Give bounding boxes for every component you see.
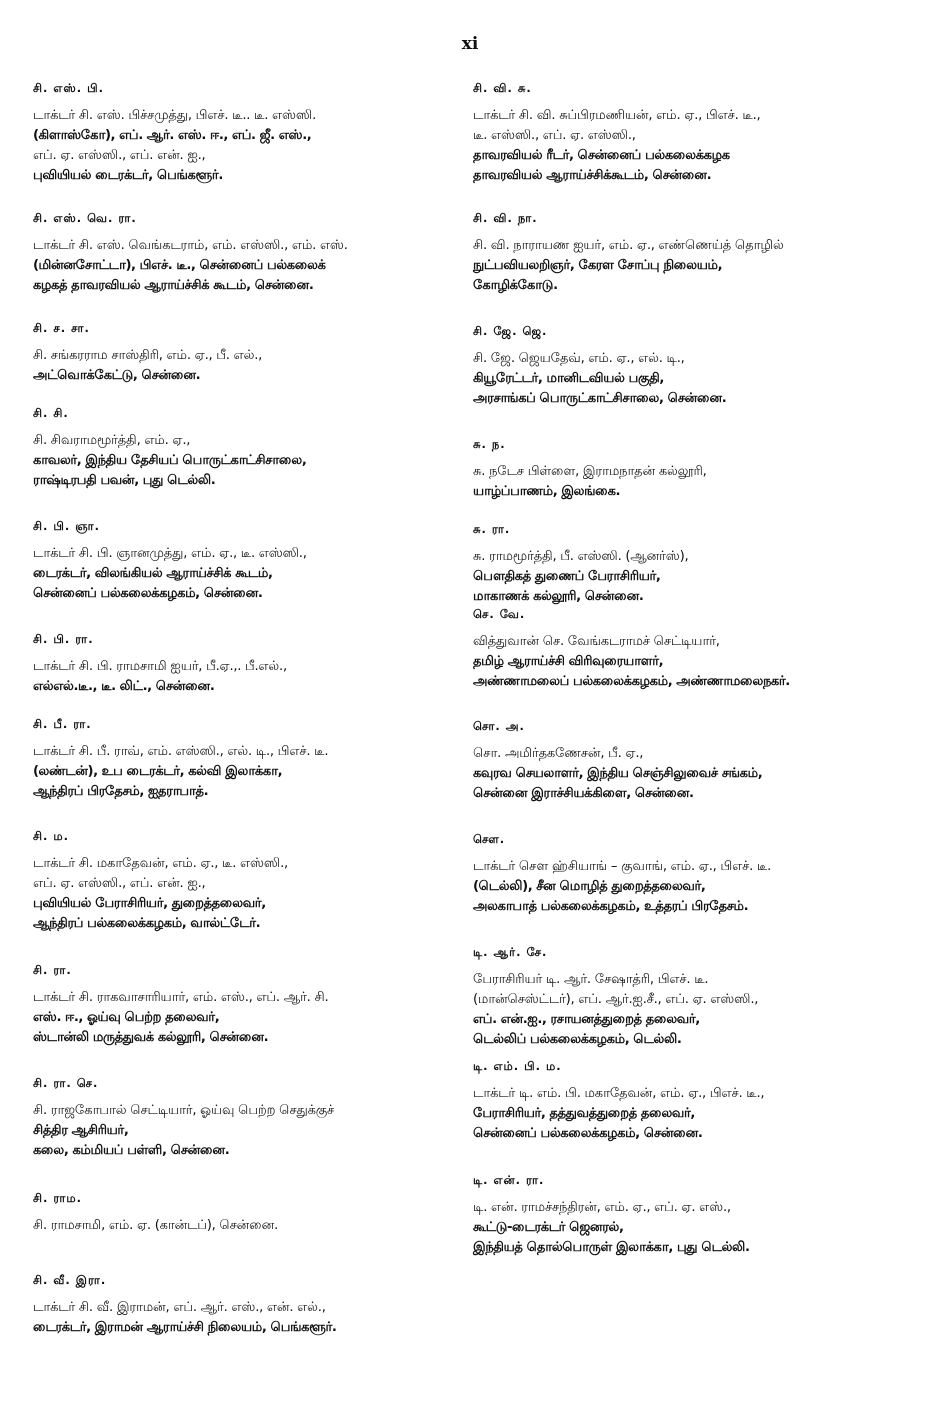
contributor-entry [33, 1075, 334, 1161]
contributor-detail-line: மாகாணக் கல்லூரி, சென்னை. [473, 589, 644, 604]
contributor-entry [33, 631, 287, 697]
contributor-entry [473, 718, 762, 804]
contributor-detail-line: (லண்டன்), உப டைரக்டர், கல்வி இலாக்கா, [33, 764, 283, 779]
contributor-abbreviation: சி. வி. சு. [473, 81, 532, 95]
contributor-detail-line: காவலர், இந்திய தேசியப் பொருட்காட்சிசாலை, [33, 453, 307, 468]
contributor-name-line: டாக்டர் டி. எம். பி. மகாதேவன், எம். ஏ., பிஎச். டீ., [473, 1086, 765, 1101]
contributor-detail-line: பேராசிரியர், தத்துவத்துறைத் தலைவர், [473, 1106, 695, 1121]
contributor-entry [473, 210, 784, 296]
contributor-detail-line: எல்எல்.டீ., டீ. லிட்., சென்னை. [33, 679, 215, 694]
contributor-detail-line: டைரக்டர், இராமன் ஆராய்ச்சி நிலையம், பெங்களூர். [33, 1320, 337, 1335]
contributor-name-line: வித்துவான் செ. வேங்கடராமச் செட்டியார், [473, 634, 720, 649]
contributor-abbreviation: சி. ஜே. ஜெ. [473, 324, 548, 338]
contributor-detail-line: எப். என்.ஐ., ரசாயனத்துறைத் தலைவர், [473, 1012, 700, 1027]
contributor-name-line: டாக்டர் சி. வி. சுப்பிரமணியன், எம். ஏ., பிஎச். டீ., [473, 108, 761, 123]
contributor-entry [473, 944, 758, 1050]
contributor-detail-line: பௌதிகத் துணைப் பேராசிரியர், [473, 569, 661, 584]
contributor-detail-line: கூட்டு-டைரக்டர் ஜெனரல், [473, 1220, 624, 1235]
contributor-name-line: டி. என். ராமச்சந்திரன், எம். ஏ., எப். ஏ. எஸ்., [473, 1200, 731, 1215]
contributor-name-line: சி. வி. நாராயண ஐயர், எம். ஏ., எண்ணெய்த் தொழில் [473, 238, 784, 253]
contributor-entry [33, 210, 348, 296]
contributor-detail-line: அண்ணாமலைப் பல்கலைக்கழகம், அண்ணாமலைநகர். [473, 674, 790, 689]
contributor-name-line: சி. ராமசாமி, எம். ஏ. (கான்டப்), சென்னை. [33, 1218, 279, 1233]
contributor-abbreviation: சி. வி. நா. [473, 211, 538, 225]
contributor-abbreviation: சி. ராம. [33, 1191, 82, 1205]
contributor-detail-line: எப். ஏ. எஸ்ஸி., எப். என். ஐ., [33, 876, 206, 891]
contributor-name-line: சி. சிவராமமூர்த்தி, எம். ஏ., [33, 433, 191, 448]
contributor-entry [33, 320, 262, 386]
contributor-abbreviation: சி. எஸ். வெ. ரா. [33, 211, 137, 225]
contributor-detail-line: எப். ஏ. எஸ்ஸி., எப். என். ஐ., [33, 148, 206, 163]
contributor-detail-line: தாவரவியல் ரீடர், சென்னைப் பல்கலைக்கழக [473, 148, 730, 163]
contributor-entry [33, 405, 306, 491]
contributor-detail-line: புவியியல் பேராசிரியர், துறைத்தலைவர், [33, 896, 266, 911]
contributor-name-line: டாக்டர் சௌ ஹ்சியாங் – குவாங், எம். ஏ., பிஎச். டீ. [473, 859, 771, 874]
contributor-detail-line: புவியியல் டைரக்டர், பெங்களூர். [33, 168, 223, 183]
contributor-detail-line: கோழிக்கோடு. [473, 278, 558, 293]
contributor-entry [33, 518, 307, 604]
contributor-entry [33, 716, 328, 802]
contributor-abbreviation: டி. என். ரா. [473, 1173, 545, 1187]
contributor-name-line: சி. ராஜகோபால் செட்டியார், ஓய்வு பெற்ற செதுக்குச் [33, 1103, 335, 1118]
contributor-name-line: சி. ஜே. ஜெயதேவ், எம். ஏ., எல். டி., [473, 351, 685, 366]
contributor-detail-line: கவுரவ செயலாளர், இந்திய செஞ்சிலுவைச் சங்கம், [473, 766, 763, 781]
contributor-detail-line: எஸ். ஈ., ஓய்வு பெற்ற தலைவர், [33, 1010, 220, 1025]
contributor-entry [33, 1190, 278, 1236]
contributor-detail-line: யாழ்ப்பாணம், இலங்கை. [473, 484, 621, 499]
contributor-detail-line: கழகத் தாவரவியல் ஆராய்ச்சிக் கூடம், சென்னை. [33, 278, 314, 293]
contributor-detail-line: டெல்லிப் பல்கலைக்கழகம், டெல்லி. [473, 1032, 682, 1047]
contributor-name-line: டாக்டர் சி. பீ. ராவ், எம். எஸ்ஸி., எல். டி., பிஎச். டீ. [33, 744, 329, 759]
contributor-detail-line: அலகாபாத் பல்கலைக்கழகம், உத்தரப் பிரதேசம். [473, 899, 749, 914]
contributor-detail-line: ஆந்திரப் பல்கலைக்கழகம், வால்ட்டேர். [33, 916, 261, 931]
contributor-detail-line: (கிளாஸ்கோ), எப். ஆர். எஸ். ஈ., எப். ஜீ. எஸ்., [33, 128, 312, 143]
contributor-entry [473, 831, 771, 917]
contributor-abbreviation: சி. வீ. இரா. [33, 1273, 107, 1287]
contributor-detail-line: சென்னைப் பல்கலைக்கழகம், சென்னை. [473, 1126, 703, 1141]
contributor-name-line: டாக்டர் சி. மகாதேவன், எம். ஏ., டீ. எஸ்ஸி., [33, 856, 288, 871]
contributor-abbreviation: டி. ஆர். சே. [473, 945, 548, 959]
contributor-name-line: டாக்டர் சி. ராகவாசாரியார், எம். எஸ்., எப். ஆர். சி. [33, 990, 329, 1005]
contributor-abbreviation: சு. ரா. [473, 522, 511, 536]
contributor-entry [473, 436, 707, 502]
contributor-detail-line: இந்தியத் தொல்பொருள் இலாக்கா, புது டெல்லி. [473, 1240, 750, 1255]
contributor-name-line: சு. ராமமூர்த்தி, பீ. எஸ்ஸி. (ஆனர்ஸ்), [473, 549, 689, 564]
contributor-entry [473, 1172, 749, 1258]
contributor-detail-line: ஆந்திரப் பிரதேசம், ஐதராபாத். [33, 784, 209, 799]
contributor-detail-line: டைரக்டர், விலங்கியல் ஆராய்ச்சிக் கூடம், [33, 566, 273, 581]
contributor-detail-line: டீ. எஸ்ஸி., எப். ஏ. எஸ்ஸி., [473, 128, 636, 143]
contributor-detail-line: அரசாங்கப் பொருட்காட்சிசாலை, சென்னை. [473, 391, 727, 406]
contributor-name-line: டாக்டர் சி. பி. ராமசாமி ஐயர், பீ.ஏ.,. பீ.எல்., [33, 659, 287, 674]
contributor-name-line: சு. நடேச பிள்ளை, இராமநாதன் கல்லூரி, [473, 464, 707, 479]
contributor-name-line: டாக்டர் சி. வீ. இராமன், எப். ஆர். எஸ்., என். எல்., [33, 1300, 326, 1315]
contributor-abbreviation: சி. பீ. ரா. [33, 717, 92, 731]
contributor-name-line: டாக்டர் சி. எஸ். பிச்சமுத்து, பிஎச். டீ.. டீ. எஸ்ஸி. [33, 108, 316, 123]
contributor-entry [473, 606, 790, 692]
contributor-detail-line: (மான்செஸ்ட்டர்), எப். ஆர்.ஐ.சீ., எப். ஏ. எஸ்ஸி., [473, 992, 759, 1007]
contributor-abbreviation: சி. ரா. [33, 963, 72, 977]
contributor-name-line: டாக்டர் சி. பி. ஞானமுத்து, எம். ஏ., டீ. எஸ்ஸி., [33, 546, 307, 561]
contributor-abbreviation: சி. சி. [33, 406, 69, 420]
contributor-detail-line: நுட்பவியலறிஞர், கேரள சோப்பு நிலையம், [473, 258, 723, 273]
contributor-detail-line: சென்னை இராச்சியக்கிளை, சென்னை. [473, 786, 694, 801]
contributor-entry [33, 828, 288, 934]
contributor-detail-line: சென்னைப் பல்கலைக்கழகம், சென்னை. [33, 586, 263, 601]
contributor-detail-line: அட்வொக்கேட்டு, சென்னை. [33, 368, 201, 383]
contributor-abbreviation: சி. ச. சா. [33, 321, 90, 335]
contributor-abbreviation: செ. வே. [473, 607, 526, 621]
contributor-abbreviation: சி. பி. ரா. [33, 632, 94, 646]
contributor-detail-line: கலை, கம்மியப் பள்ளி, சென்னை. [33, 1143, 230, 1158]
contributor-entry [473, 521, 688, 607]
contributor-abbreviation: டி. எம். பி. ம. [473, 1059, 562, 1073]
contributor-entry [33, 80, 316, 186]
contributor-abbreviation: சி. எஸ். பி. [33, 81, 104, 95]
contributor-abbreviation: சு. ந. [473, 437, 506, 451]
page-number: xi [461, 34, 479, 54]
contributor-entry [473, 1058, 764, 1144]
contributor-entry [33, 1272, 336, 1338]
contributor-detail-line: கியூரேட்டர், மானிடவியல் பகுதி, [473, 371, 664, 386]
contributor-name-line: டாக்டர் சி. எஸ். வெங்கடராம், எம். எஸ்ஸி., எம். எஸ். [33, 238, 348, 253]
contributor-detail-line: தாவரவியல் ஆராய்ச்சிக்கூடம், சென்னை. [473, 168, 712, 183]
contributor-abbreviation: சௌ. [473, 832, 506, 846]
contributor-abbreviation: சி. ம. [33, 829, 70, 843]
contributor-entry [473, 80, 760, 186]
contributor-detail-line: (மின்னசோட்டா), பிஎச். டீ., சென்னைப் பல்கலைக் [33, 258, 326, 273]
contributor-detail-line: சித்திர ஆசிரியர், [33, 1123, 129, 1138]
contributor-abbreviation: சொ. அ. [473, 719, 525, 733]
contributor-detail-line: ராஷ்டிரபதி பவன், புது டெல்லி. [33, 473, 216, 488]
contributor-detail-line: (டெல்லி), சீன மொழித் துறைத்தலைவர், [473, 879, 706, 894]
contributor-abbreviation: சி. ரா. செ. [33, 1076, 99, 1090]
contributor-entry [473, 323, 726, 409]
contributor-entry [33, 962, 328, 1048]
contributor-abbreviation: சி. பி. ஞா. [33, 519, 100, 533]
contributor-detail-line: தமிழ் ஆராய்ச்சி விரிவுரையாளர், [473, 654, 664, 669]
contributor-name-line: பேராசிரியர் டி. ஆர். சேஷாத்ரி, பிஎச். டீ. [473, 972, 709, 987]
contributor-name-line: சி. சங்கரராம சாஸ்திரி, எம். ஏ., பீ. எல்., [33, 348, 263, 363]
contributor-detail-line: ஸ்டான்லி மருத்துவக் கல்லூரி, சென்னை. [33, 1030, 269, 1045]
contributor-name-line: சொ. அமிர்தகணேசன், பீ. ஏ., [473, 746, 644, 761]
